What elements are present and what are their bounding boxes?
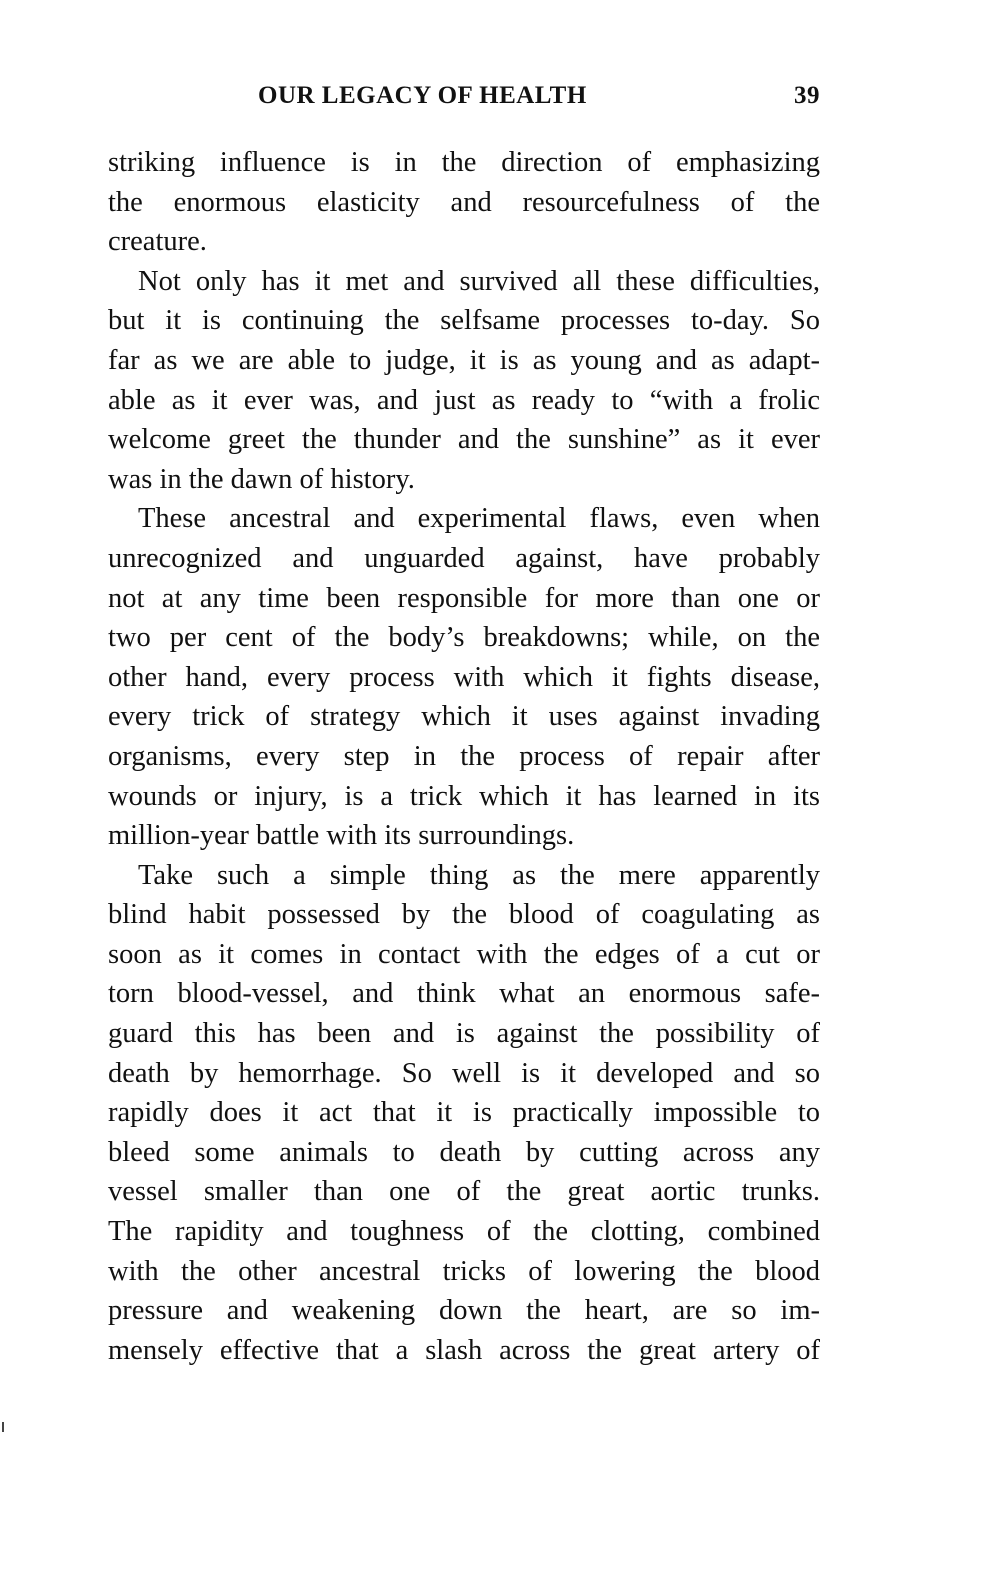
text-line: blind habit possessed by the blood of coagulating as [108, 899, 820, 931]
text-line: far as we are able to judge, it is as young and as adapt- [108, 344, 820, 376]
text-line: pressure and weakening down the heart, are so im- [108, 1295, 820, 1327]
text-line: every trick of strategy which it uses against invading [108, 701, 820, 733]
page-number: 39 [794, 82, 820, 109]
page-header [108, 82, 820, 122]
text-line: mensely effective that a slash across the great artery of [108, 1334, 820, 1366]
text-line: two per cent of the body’s breakdowns; while, on the [108, 622, 820, 654]
text-line: the enormous elasticity and resourcefulness of the [108, 186, 820, 218]
text-line: million-year battle with its surroundings. [108, 820, 575, 852]
text-line: unrecognized and unguarded against, have probably [108, 542, 820, 574]
scan-edge-mark [2, 1422, 4, 1432]
text-line: organisms, every step in the process of repair after [108, 740, 820, 772]
text-line: guard this has been and is against the possibility of [108, 1018, 820, 1050]
text-line: with the other ancestral tricks of lowering the blood [108, 1255, 820, 1287]
text-line: soon as it comes in contact with the edges of a cut or [108, 938, 820, 970]
text-line: but it is continuing the selfsame processes to-day. So [108, 305, 820, 337]
text-line: welcome greet the thunder and the sunshine” as it ever [108, 424, 820, 456]
text-line: striking influence is in the direction of emphasizing [108, 147, 820, 178]
text-line: wounds or injury, is a trick which it has learned in its [108, 780, 820, 812]
text-line: bleed some animals to death by cutting across any [108, 1136, 820, 1168]
text-line: vessel smaller than one of the great aortic trunks. [108, 1176, 820, 1208]
paragraph-start-line: Not only has it met and survived all these difficulties, [138, 265, 820, 297]
body-text [108, 143, 820, 1370]
text-line: able as it ever was, and just as ready to “with a frolic [108, 384, 820, 416]
text-line: The rapidity and toughness of the clotting, combined [108, 1216, 820, 1248]
text-line: other hand, every process with which it fights disease, [108, 661, 820, 693]
text-line: rapidly does it act that it is practically impossible to [108, 1097, 820, 1129]
text-line: death by hemorrhage. So well is it developed and so [108, 1057, 820, 1089]
text-line: creature. [108, 226, 207, 258]
text-line: was in the dawn of history. [108, 463, 415, 495]
text-line: not at any time been responsible for more than one or [108, 582, 820, 614]
text-line: torn blood-vessel, and think what an enormous safe- [108, 978, 820, 1010]
running-title: OUR LEGACY OF HEALTH [258, 82, 587, 109]
paragraph-start-line: These ancestral and experimental flaws, even when [138, 503, 820, 535]
paragraph-start-line: Take such a simple thing as the mere apparently [138, 859, 820, 891]
